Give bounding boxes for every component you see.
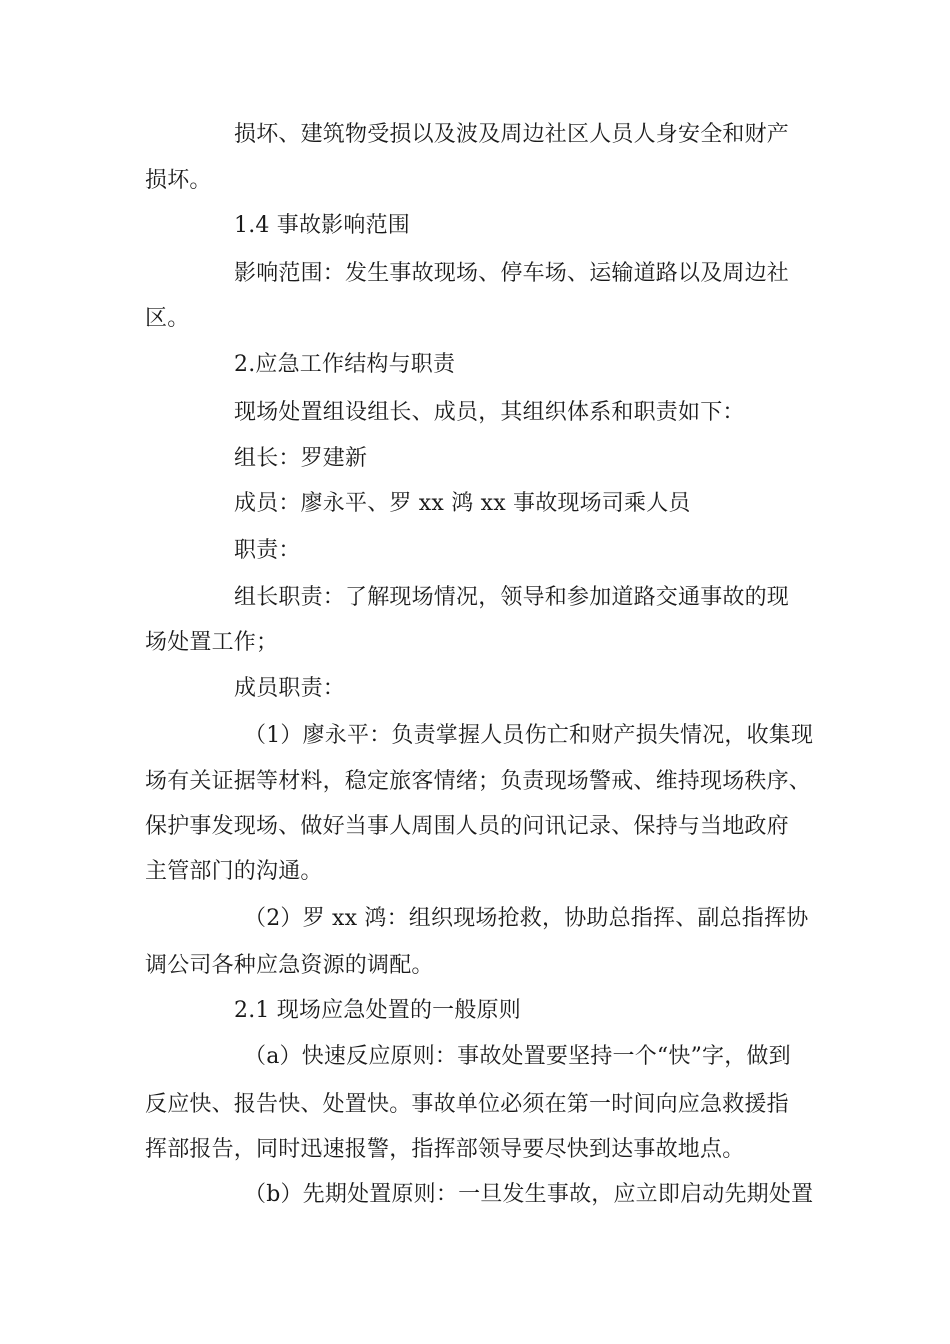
paragraph-line: 成员职责： bbox=[234, 676, 346, 701]
paragraph-line: 主管部门的沟通。 bbox=[145, 859, 323, 884]
paragraph-line: 挥部报告，同时迅速报警，指挥部领导要尽快到达事故地点。 bbox=[145, 1137, 745, 1162]
section-heading: 2.应急工作结构与职责 bbox=[234, 352, 456, 377]
paragraph-line: 调公司各种应急资源的调配。 bbox=[145, 953, 434, 978]
paragraph-line: 成员：廖永平、罗 xx 鸿 xx 事故现场司乘人员 bbox=[234, 491, 691, 516]
paragraph-line: 损坏。 bbox=[145, 168, 212, 193]
paragraph-line: 保护事发现场、做好当事人周围人员的问讯记录、保持与当地政府 bbox=[145, 814, 789, 839]
paragraph-line: 区。 bbox=[145, 306, 190, 331]
paragraph-line: 影响范围：发生事故现场、停车场、运输道路以及周边社 bbox=[234, 261, 790, 286]
paragraph-line: 反应快、报告快、处置快。事故单位必须在第一时间向应急救援指 bbox=[145, 1092, 789, 1117]
list-item-line: （b）先期处置原则：一旦发生事故，应立即启动先期处置 bbox=[244, 1182, 814, 1207]
paragraph-line: 场有关证据等材料，稳定旅客情绪；负责现场警戒、维持现场秩序、 bbox=[145, 769, 812, 794]
list-item-line: （1）廖永平：负责掌握人员伤亡和财产损失情况，收集现 bbox=[244, 723, 814, 748]
paragraph-line: 现场处置组设组长、成员，其组织体系和职责如下： bbox=[234, 400, 745, 425]
paragraph-line: 职责： bbox=[234, 538, 301, 563]
list-item-line: （a）快速反应原则：事故处置要坚持一个“快”字，做到 bbox=[244, 1044, 791, 1069]
paragraph-line: 场处置工作； bbox=[145, 630, 279, 655]
paragraph-line: 组长职责：了解现场情况，领导和参加道路交通事故的现 bbox=[234, 585, 790, 610]
list-item-line: （2）罗 xx 鸿：组织现场抢救，协助总指挥、副总指挥协 bbox=[244, 906, 809, 931]
paragraph-line: 损坏、建筑物受损以及波及周边社区人员人身安全和财产 bbox=[234, 122, 790, 147]
paragraph-line: 组长：罗建新 bbox=[234, 446, 368, 471]
section-heading: 2.1 现场应急处置的一般原则 bbox=[234, 998, 521, 1023]
section-heading: 1.4 事故影响范围 bbox=[234, 213, 410, 238]
